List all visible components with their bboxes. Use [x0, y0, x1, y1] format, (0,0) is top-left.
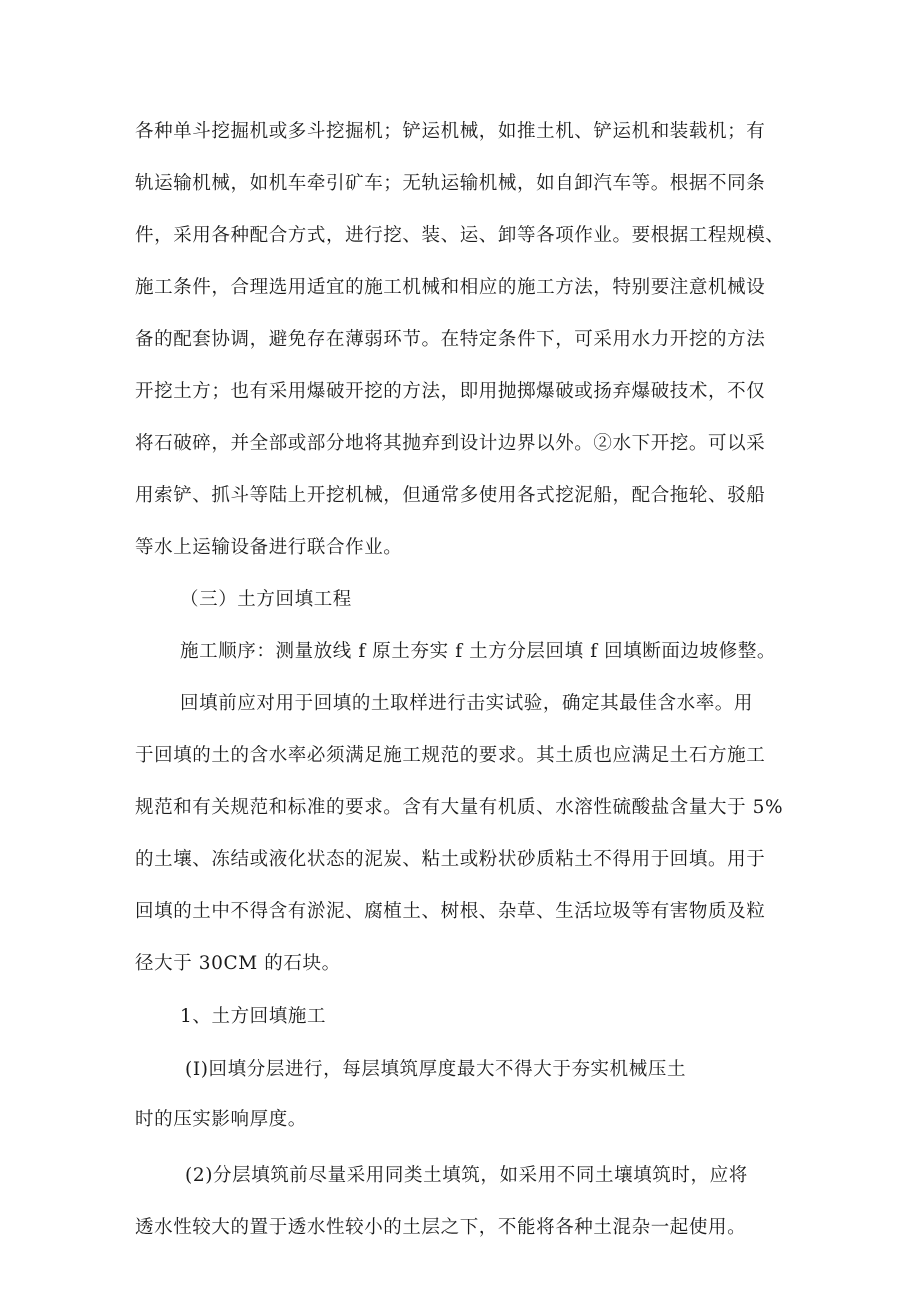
text-line-15: 的土壤、冻结或液化状态的泥炭、粘土或粉状砂质粘土不得用于回填。用于 — [135, 849, 766, 870]
text-line-16: 回填的土中不得含有淤泥、腐植土、树根、杂草、生活垃圾等有害物质及粒 — [135, 901, 766, 922]
text-line-8: 用索铲、抓斗等陆上开挖机械，但通常多使用各式挖泥船，配合拖轮、驳船 — [135, 485, 766, 506]
text-line-3: 件，采用各种配合方式，进行挖、装、运、卸等各项作业。要根据工程规模、 — [135, 225, 785, 246]
section-heading: （三）土方回填工程 — [180, 589, 352, 610]
text-line-4: 施工条件，合理选用适宜的施工机械和相应的施工方法，特别要注意机械设 — [135, 277, 766, 298]
text-line-9: 等水上运输设备进行联合作业。 — [135, 537, 403, 558]
text-line-11: 施工顺序：测量放线 f 原土夯实 f 土方分层回填 f 回填断面边坡修整。 — [180, 641, 777, 662]
text-line-20: 时的压实影响厚度。 — [135, 1109, 307, 1130]
text-line-12: 回填前应对用于回填的土取样进行击实试验，确定其最佳含水率。用 — [180, 693, 754, 714]
text-line-22: 透水性较大的置于透水性较小的土层之下，不能将各种土混杂一起使用。 — [135, 1217, 747, 1238]
text-line-2: 轨运输机械，如机车牵引矿车；无轨运输机械，如自卸汽车等。根据不同条 — [135, 173, 766, 194]
text-line-21: (2)分层填筑前尽量采用同类土填筑，如采用不同土壤填筑时，应将 — [185, 1165, 748, 1186]
text-line-6: 开挖土方；也有采用爆破开挖的方法，即用抛掷爆破或扬弃爆破技术，不仅 — [135, 381, 766, 402]
text-line-17: 径大于 30CM 的石块。 — [135, 953, 341, 974]
text-line-14: 规范和有关规范和标准的要求。含有大量有机质、水溶性硫酸盐含量大于 5% — [135, 797, 784, 818]
subsection-heading: 1、土方回填施工 — [180, 1006, 327, 1027]
text-line-1: 各种单斗挖掘机或多斗挖掘机；铲运机械，如推土机、铲运机和装载机；有 — [135, 121, 766, 142]
text-line-7: 将石破碎，并全部或部分地将其抛弃到设计边界以外。②水下开挖。可以采 — [135, 433, 766, 454]
text-line-13: 于回填的土的含水率必须满足施工规范的要求。其土质也应满足土石方施工 — [135, 745, 766, 766]
text-line-19: (I)回填分层进行，每层填筑厚度最大不得大于夯实机械压土 — [185, 1059, 687, 1080]
text-line-5: 备的配套协调，避免存在薄弱环节。在特定条件下，可采用水力开挖的方法 — [135, 329, 766, 350]
